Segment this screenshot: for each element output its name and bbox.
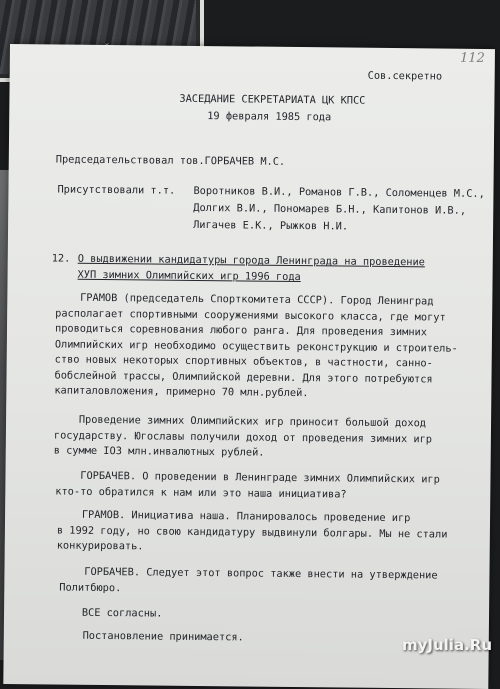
present-label: Присутствовали т.т. xyxy=(57,183,176,197)
paragraph-gramov-1: ГРАМОВ (председатель Спорткомитета СССР). Город Ленинград располагает спортивными сооружениями высокого класса, где могут проводиться соревнования любого ранга. Для проведения зимних Олимпийских игр необходимо осуществить реконструкцию и строитель- ство новых некоторых спортивных объектов, в частности, санно- бобслейной трассы, Олимпийской деревни. Для этого потребуются капиталовложения, примерно 70 млн.рублей. xyxy=(54,291,458,400)
classification-mark: Сов.секретно xyxy=(367,69,443,83)
site-watermark: myJulia.Ru xyxy=(402,636,492,654)
paragraph-resolution: Постановление принимается. xyxy=(57,629,244,644)
item-number: 12. xyxy=(51,252,71,265)
item-title-line-2: ХУП зимних Олимпийских игр 1996 года xyxy=(77,268,301,284)
document-date: 19 февраля 1985 года xyxy=(207,110,332,124)
paragraph-gramov-2: Проведение зимних Олимпийских игр приносит большой доход государству. Югославы получили доход от проведения зимних игр в сумме IO3 млн.инвалютных рублей. xyxy=(53,413,433,459)
present-line-1: Воротников В.И., Романов Г.В., Соломенцев М.С., xyxy=(193,184,485,200)
paragraph-gramov-3: ГРАМОВ. Инициатива наша. Планировалось проведение игр в 1992 году, но свою кандидатуру выдвинули болгары. Мы не стали конкурировать. xyxy=(56,508,448,553)
handwritten-page-number: 112 xyxy=(459,50,485,66)
document-title: ЗАСЕДАНИЕ СЕКРЕТАРИАТА ЦК КПСС xyxy=(179,92,366,107)
present-line-2: Долгих В.И., Пономарев Б.Н., Капитонов И.В., xyxy=(193,201,467,217)
chaired-by: Председательствовал тов.ГОРБАЧЕВ М.С. xyxy=(55,153,286,168)
present-line-3: Лигачев Е.К., Рыжков Н.И. xyxy=(193,218,349,233)
paragraph-all-agree: ВСЕ согласны. xyxy=(56,606,163,620)
paragraph-gorbachev-1: ГОРБАЧЕВ. О проведении в Ленинграде зимних Олимпийских игр кто-то обратился к нам или это наша инициатива? xyxy=(55,469,440,501)
document-page xyxy=(3,44,495,689)
paragraph-gorbachev-2: ГОРБАЧЕВ. Следует этот вопрос также внести на утверждение Политбюро. xyxy=(59,565,438,594)
item-title-line-1: О выдвижении кандидатуры города Ленинграда на проведение xyxy=(77,252,425,269)
